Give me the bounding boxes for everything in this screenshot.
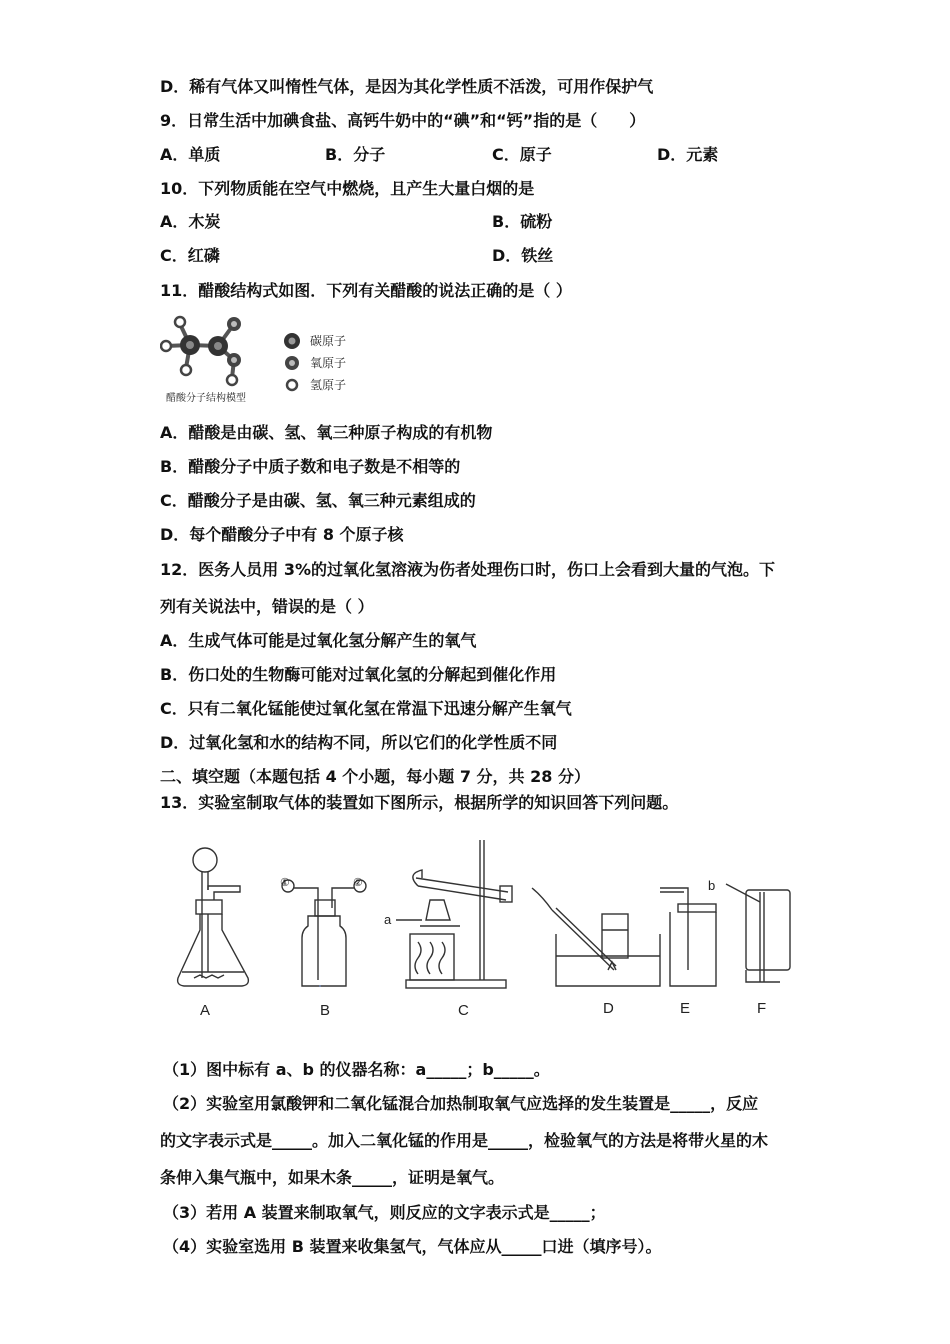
q9-option-d: D．元素 [657, 145, 719, 164]
q11-option-d: D．每个醋酸分子中有 8 个原子核 [160, 525, 404, 544]
acetic-acid-model-figure [160, 310, 370, 405]
q9-option-a: A．单质 [160, 145, 221, 164]
legend-carbon: 碳原子 [310, 334, 347, 348]
label-b: B [320, 1002, 331, 1019]
apparatus-figure [160, 830, 800, 1030]
legend-hydrogen: 氢原子 [310, 378, 347, 392]
q12-option-c: C．只有二氧化锰能使过氧化氢在常温下迅速分解产生氧气 [160, 699, 572, 718]
apparatus-f [726, 884, 790, 982]
q11-option-c: C．醋酸分子是由碳、氢、氧三种元素组成的 [160, 491, 476, 510]
q10-option-d: D．铁丝 [492, 246, 554, 265]
label-e: E [680, 1000, 691, 1017]
q9-option-c: C．原子 [492, 145, 552, 164]
q12-option-a: A．生成气体可能是过氧化氢分解产生的氧气 [160, 631, 477, 650]
apparatus-b [282, 880, 366, 986]
mark-b: b [708, 878, 716, 893]
q8-option-d: D．稀有气体又叫惰性气体，是因为其化学性质不活泼，可用作保护气 [160, 77, 654, 96]
q12-stem-line2: 列有关说法中，错误的是（ ） [160, 597, 374, 616]
q12-option-d: D．过氧化氢和水的结构不同，所以它们的化学性质不同 [160, 733, 558, 752]
hydrogen-atom [227, 375, 237, 385]
q11-option-b: B．醋酸分子中质子数和电子数是不相等的 [160, 457, 461, 476]
q13-stem: 13．实验室制取气体的装置如下图所示，根据所学的知识回答下列问题。 [160, 793, 679, 812]
q13-part2-line2: 的文字表示式是_____。加入二氧化锰的作用是_____，检验氧气的方法是将带火星的木 [160, 1131, 769, 1150]
q11-option-a: A．醋酸是由碳、氢、氧三种原子构成的有机物 [160, 423, 493, 442]
apparatus-e [660, 888, 716, 986]
port-1: ① [280, 877, 290, 889]
hydrogen-atom [175, 317, 185, 327]
q13-part1: （1）图中标有 a、b 的仪器名称：a_____；b_____。 [163, 1060, 550, 1079]
label-c: C [458, 1002, 469, 1019]
q11-stem: 11．醋酸结构式如图．下列有关醋酸的说法正确的是（ ） [160, 281, 572, 300]
apparatus-a [178, 848, 249, 986]
label-d: D [603, 1000, 614, 1017]
q10-option-a: A．木炭 [160, 212, 221, 231]
q13-part2-line1: （2）实验室用氯酸钾和二氧化锰混合加热制取氧气应选择的发生装置是_____，反应 [163, 1094, 759, 1113]
apparatus-c [396, 840, 512, 988]
q13-part4: （4）实验室选用 B 装置来收集氢气，气体应从_____口进（填序号）。 [163, 1237, 662, 1256]
apparatus-drawing [160, 830, 800, 1030]
section-heading: 二、填空题（本题包括 4 个小题，每小题 7 分，共 28 分） [160, 767, 590, 786]
legend-oxygen: 氧原子 [310, 356, 347, 370]
q10-option-b: B．硫粉 [492, 212, 553, 231]
port-2: ② [353, 877, 363, 889]
figure-caption: 醋酸分子结构模型 [166, 393, 246, 404]
q9-option-b: B．分子 [325, 145, 386, 164]
label-a: A [200, 1002, 211, 1019]
label-f: F [757, 1000, 767, 1017]
hydrogen-atom [161, 341, 171, 351]
mark-a: a [384, 912, 392, 927]
hydrogen-atom [181, 365, 191, 375]
q9-stem: 9．日常生活中加碘食盐、高钙牛奶中的“碘”和“钙”指的是（ ） [160, 111, 646, 130]
q10-option-c: C．红磷 [160, 246, 220, 265]
q10-stem: 10．下列物质能在空气中燃烧，且产生大量白烟的是 [160, 179, 535, 198]
q12-stem-line1: 12．医务人员用 3%的过氧化氢溶液为伤者处理伤口时，伤口上会看到大量的气泡。下 [160, 560, 776, 579]
q13-part2-line3: 条伸入集气瓶中，如果木条_____，证明是氧气。 [160, 1168, 505, 1187]
q13-part3: （3）若用 A 装置来制取氧气，则反应的文字表示式是_____； [163, 1203, 606, 1222]
q12-option-b: B．伤口处的生物酶可能对过氧化氢的分解起到催化作用 [160, 665, 557, 684]
apparatus-d [532, 888, 660, 986]
